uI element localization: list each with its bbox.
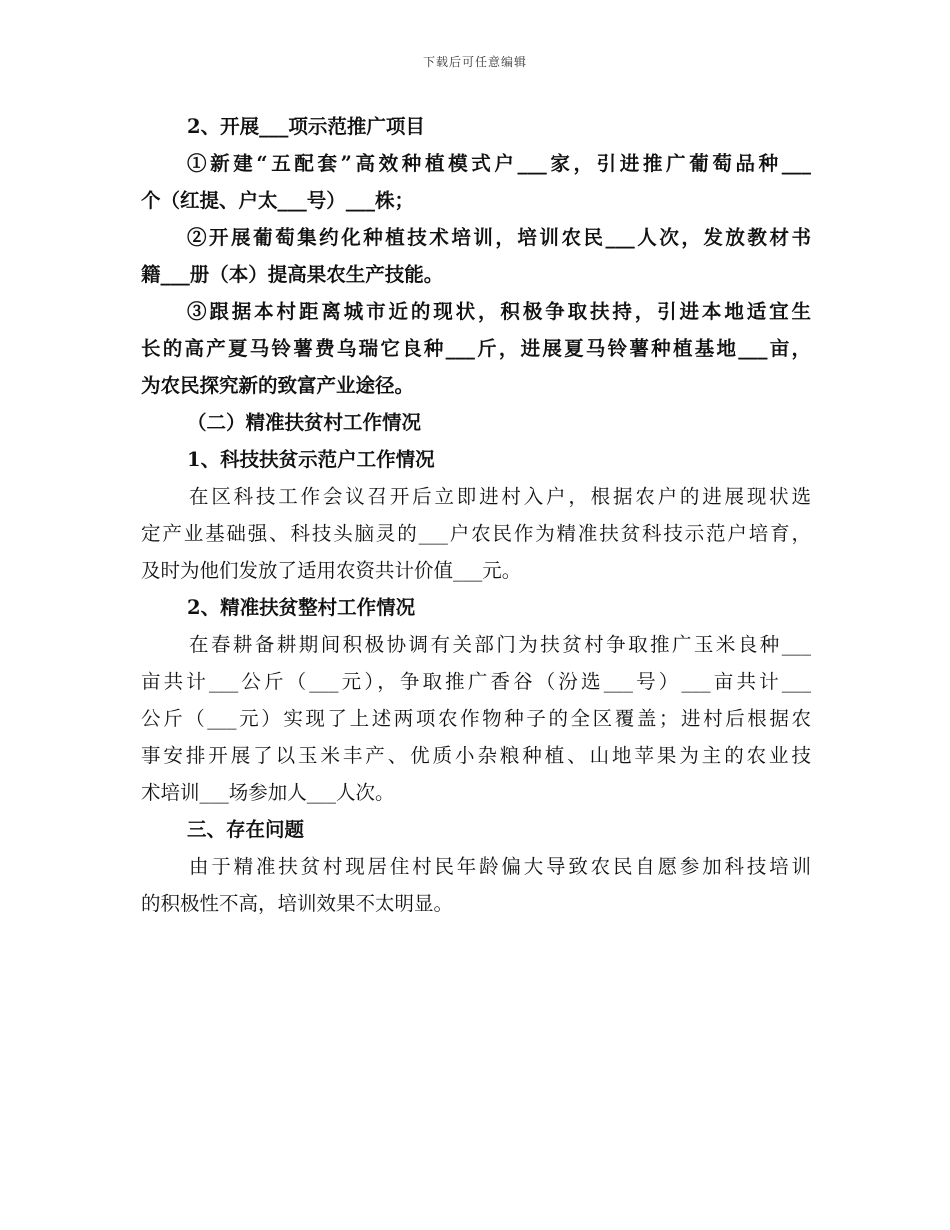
section-heading: （二）精准扶贫村工作情况 bbox=[187, 411, 422, 434]
paragraph-line: 的积极性不高，培训效果不太明显。 bbox=[141, 892, 454, 915]
paragraph-line: 及时为他们发放了适用农资共计价值___元。 bbox=[141, 559, 522, 582]
paragraph-line: 在区科技工作会议召开后立即进村入户，根据农户的进展现状选 bbox=[189, 485, 811, 508]
paragraph-line: 亩共计___公斤（___元），争取推广香谷（汾选___号）___亩共计___ bbox=[141, 670, 811, 693]
paragraph-line: 长的高产夏马铃薯费乌瑞它良种___斤，进展夏马铃薯种植基地___亩， bbox=[141, 337, 811, 360]
paragraph-line: 术培训___场参加人___人次。 bbox=[141, 781, 395, 804]
paragraph-line: 为农民探究新的致富产业途径。 bbox=[141, 374, 415, 397]
page-header: 下载后可任意编辑 bbox=[422, 55, 527, 69]
paragraph-line: 定产业基础强、科技头脑灵的___户农民作为精准扶贫科技示范户培育， bbox=[141, 522, 811, 545]
paragraph-line: 由于精准扶贫村现居住村民年龄偏大导致农民自愿参加科技培训 bbox=[189, 855, 811, 878]
paragraph-line: 个（红提、户太___号）___株； bbox=[141, 189, 415, 212]
section-heading: 2、精准扶贫整村工作情况 bbox=[187, 596, 416, 619]
paragraph-line: ①新建“五配套”高效种植模式户___家，引进推广葡萄品种___ bbox=[187, 152, 811, 175]
section-heading: 三、存在问题 bbox=[187, 818, 305, 841]
document-body bbox=[141, 108, 811, 922]
paragraph-line: ②开展葡萄集约化种植技术培训，培训农民___人次，发放教材书 bbox=[187, 226, 811, 249]
paragraph-line: 籍___册（本）提高果农生产技能。 bbox=[141, 263, 444, 286]
paragraph-line: 公斤（___元）实现了上述两项农作物种子的全区覆盖；进村后根据农 bbox=[141, 707, 811, 730]
section-heading: 1、科技扶贫示范户工作情况 bbox=[187, 448, 435, 471]
paragraph-line: 在春耕备耕期间积极协调有关部门为扶贫村争取推广玉米良种___ bbox=[189, 633, 811, 656]
section-heading: 2、开展___项示范推广项目 bbox=[187, 115, 425, 138]
paragraph-line: ③跟据本村距离城市近的现状，积极争取扶持，引进本地适宜生 bbox=[187, 300, 811, 323]
paragraph-line: 事安排开展了以玉米丰产、优质小杂粮种植、山地苹果为主的农业技 bbox=[141, 744, 811, 767]
